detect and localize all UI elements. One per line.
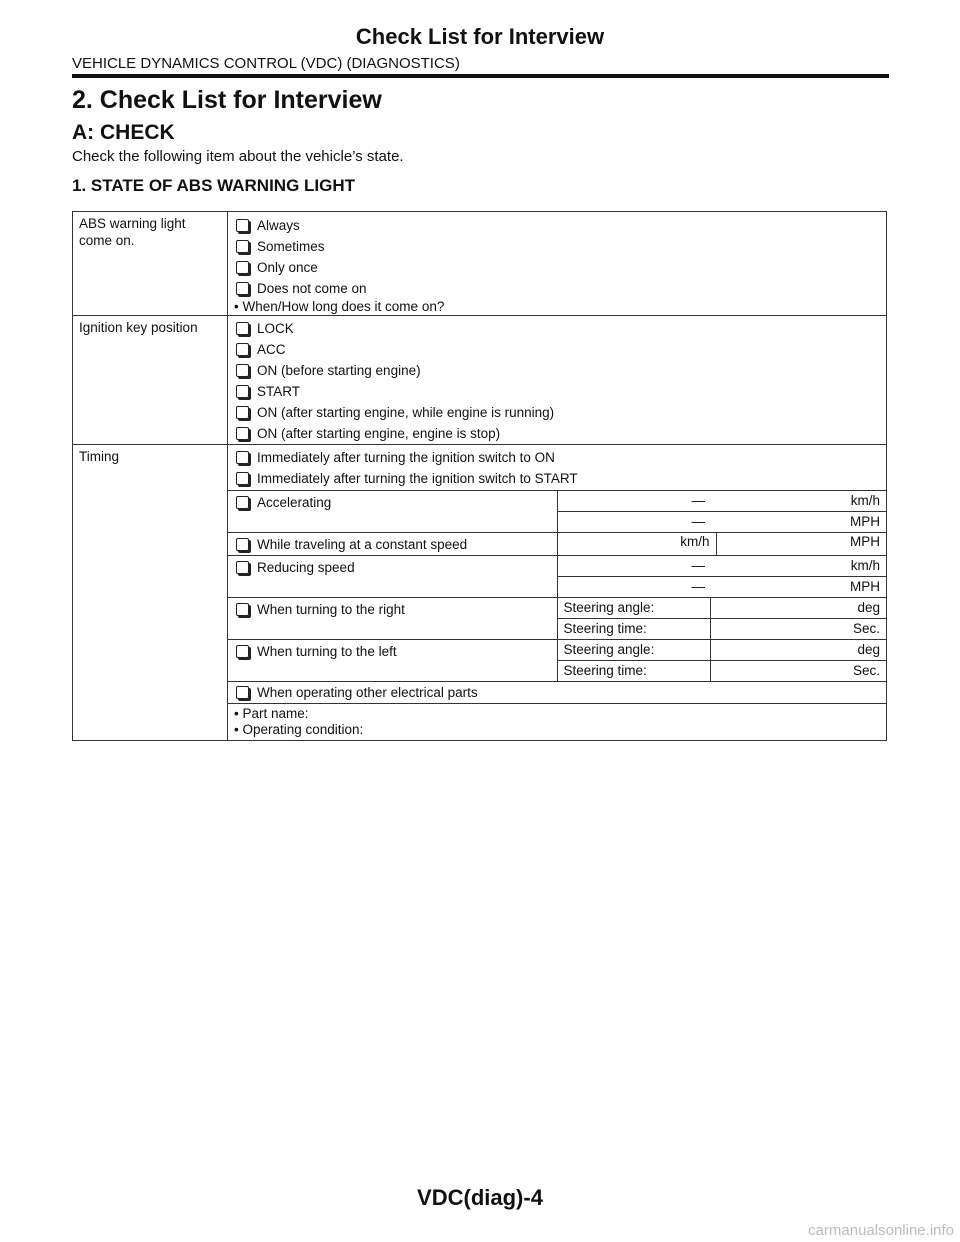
reducing-mph: — MPH: [691, 579, 880, 594]
part-name-note: • Part name:: [234, 706, 309, 721]
operating-condition-note: • Operating condition:: [234, 722, 364, 737]
reducing-kmh: — km/h: [558, 556, 887, 577]
option-turning-left[interactable]: When turning to the left: [228, 641, 557, 662]
checkbox-icon[interactable]: [236, 561, 249, 574]
option-lock[interactable]: LOCK: [228, 318, 886, 339]
checkbox-icon[interactable]: [236, 427, 249, 440]
left-steering-angle: Steering angle: deg: [558, 640, 887, 661]
watermark: carmanualsonline.info: [808, 1222, 954, 1239]
when-how-long-note: • When/How long does it come on?: [234, 299, 445, 314]
page-footer-id: VDC(diag)-4: [417, 1185, 543, 1210]
option-start[interactable]: START: [228, 381, 886, 402]
interview-checklist-table: [72, 211, 887, 741]
accelerating-mph: — MPH: [691, 514, 880, 529]
right-steering-angle: Steering angle: deg: [558, 598, 887, 619]
option-constant-speed[interactable]: While traveling at a constant speed: [228, 534, 557, 555]
ignition-label: Ignition key position: [73, 316, 228, 445]
checkbox-icon[interactable]: [236, 282, 249, 295]
checkbox-icon[interactable]: [236, 322, 249, 335]
warning-light-label: ABS warning light come on.: [73, 212, 228, 316]
right-steering-time: Steering time: Sec.: [558, 619, 887, 639]
checkbox-icon[interactable]: [236, 406, 249, 419]
option-always[interactable]: Always: [228, 215, 886, 236]
option-does-not-come-on[interactable]: Does not come on: [228, 278, 886, 299]
checkbox-icon[interactable]: [236, 686, 249, 699]
warning-light-options: [228, 212, 887, 316]
option-turning-right[interactable]: When turning to the right: [228, 599, 557, 620]
accelerating-kmh: — km/h: [558, 491, 887, 512]
timing-inner-table: [228, 445, 886, 740]
ignition-options: [228, 316, 887, 445]
checkbox-icon[interactable]: [236, 472, 249, 485]
option-after-start[interactable]: Immediately after turning the ignition switch to START: [228, 468, 886, 489]
timing-options: [228, 445, 887, 741]
timing-label: Timing: [73, 445, 228, 741]
section-subheading: A: CHECK: [72, 121, 175, 144]
checkbox-icon[interactable]: [236, 645, 249, 658]
section-heading: 2. Check List for Interview: [72, 86, 382, 114]
option-on-engine-stop[interactable]: ON (after starting engine, engine is stop): [228, 423, 886, 444]
option-sometimes[interactable]: Sometimes: [228, 236, 886, 257]
option-after-on[interactable]: Immediately after turning the ignition switch to ON: [228, 447, 886, 468]
header-rule: [72, 74, 889, 78]
checkbox-icon[interactable]: [236, 364, 249, 377]
checkbox-icon[interactable]: [236, 496, 249, 509]
checkbox-icon[interactable]: [236, 538, 249, 551]
checkbox-icon[interactable]: [236, 603, 249, 616]
subsection-heading: 1. STATE OF ABS WARNING LIGHT: [72, 176, 356, 195]
option-reducing-speed[interactable]: Reducing speed: [228, 557, 557, 578]
ignition-row: [73, 316, 887, 445]
checkbox-icon[interactable]: [236, 385, 249, 398]
option-acc[interactable]: ACC: [228, 339, 886, 360]
option-on-engine-running[interactable]: ON (after starting engine, while engine is running): [228, 402, 886, 423]
option-on-before-start[interactable]: ON (before starting engine): [228, 360, 886, 381]
checkbox-icon[interactable]: [236, 219, 249, 232]
timing-row: [73, 445, 887, 741]
checkbox-icon[interactable]: [236, 343, 249, 356]
left-steering-time: Steering time: Sec.: [558, 661, 887, 681]
intro-text: Check the following item about the vehicle’s state.: [72, 148, 404, 165]
constant-speed-units: km/h MPH: [558, 533, 887, 555]
warning-light-row: [73, 212, 887, 316]
option-only-once[interactable]: Only once: [228, 257, 886, 278]
option-accelerating[interactable]: Accelerating: [228, 492, 557, 513]
checkbox-icon[interactable]: [236, 451, 249, 464]
checkbox-icon[interactable]: [236, 240, 249, 253]
page-header-title: Check List for Interview: [355, 24, 605, 49]
option-electrical-parts[interactable]: When operating other electrical parts: [228, 682, 886, 703]
page-header-subtitle: VEHICLE DYNAMICS CONTROL (VDC) (DIAGNOSTICS): [72, 55, 460, 72]
checkbox-icon[interactable]: [236, 261, 249, 274]
